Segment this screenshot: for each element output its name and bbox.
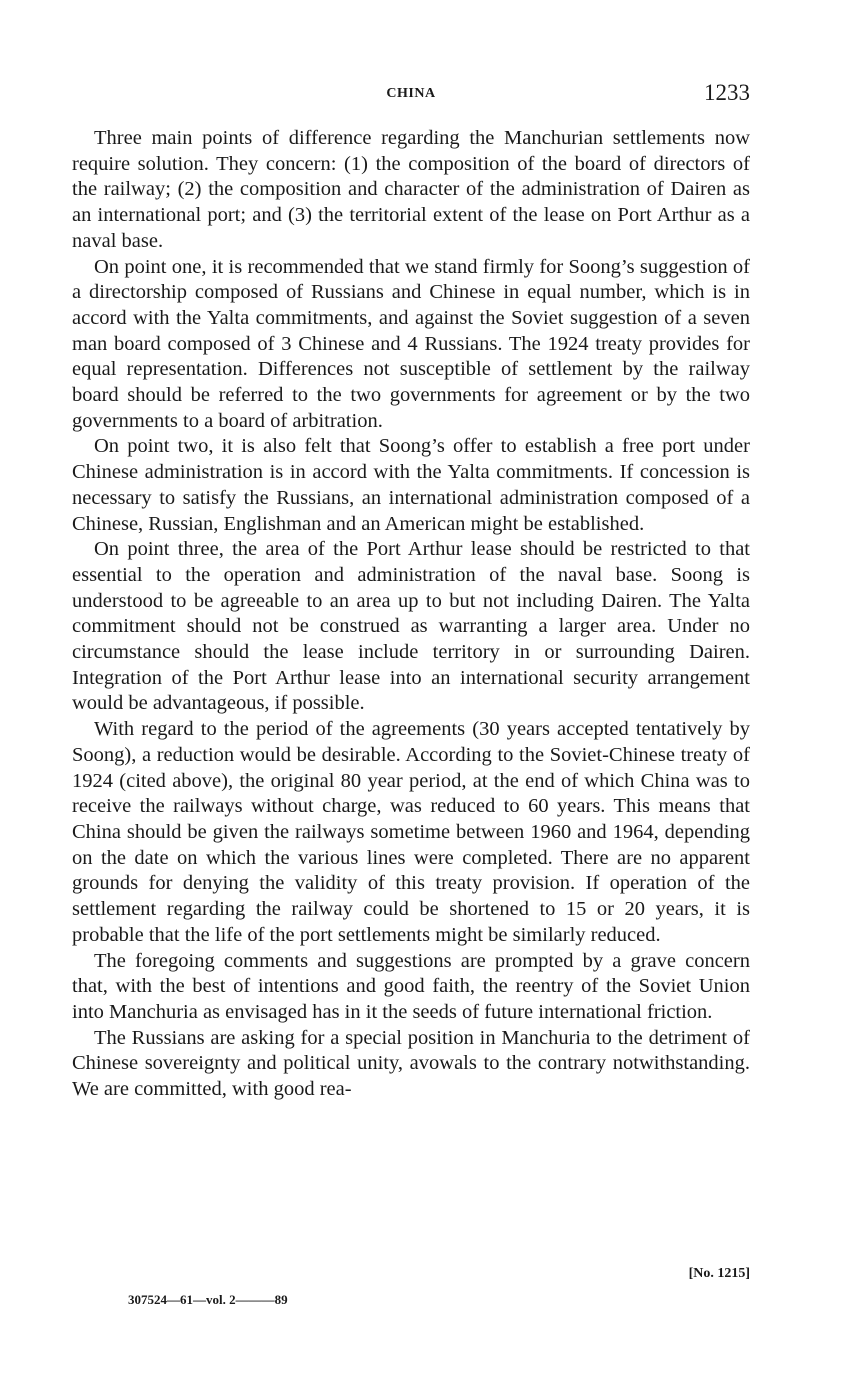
body-text	[72, 126, 750, 1103]
document-page	[72, 0, 750, 1379]
paragraph-foregoing: The foregoing comments and suggestions are prompted by a grave concern that, with the best of intentions and good faith, the reentry of the Soviet Union into Manchuria as envisaged has in it the seeds of future international friction.	[72, 949, 750, 1023]
paragraph-point-one: On point one, it is recommended that we stand firmly for Soong’s suggestion of a directorship composed of Russians and Chinese in equal number, which is in accord with the Yalta commitments, and against the Soviet suggestion of a seven man board composed of 3 Chinese and 4 Russians. The 1924 treaty provides for equal representation. Differences not susceptible of settlement by the railway board should be referred to the two governments for agreement or by the two governments to a board of arbitration.	[72, 255, 750, 432]
paragraph-period: With regard to the period of the agreements (30 years accepted tentatively by Soong), a reduction would be desirable. According to the Soviet-Chinese treaty of 1924 (cited above), the original 80 year period, at the end of which China was to receive the railways without charge, was reduced to 60 years. This means that China should be given the railways sometime between 1960 and 1964, depending on the date on which the various lines were completed. There are no apparent grounds for denying the validity of this treaty provision. If operation of the settlement regarding the railway could be shortened to 15 or 20 years, it is probable that the life of the port settlements might be similarly reduced.	[72, 718, 750, 946]
running-title: CHINA	[386, 86, 436, 101]
page-number: 1233	[704, 80, 750, 105]
document-number: [No. 1215]	[688, 1266, 750, 1281]
running-head	[72, 80, 750, 110]
print-code: 307524—61—vol. 2———89	[128, 1292, 288, 1307]
paragraph-russians: The Russians are asking for a special position in Manchuria to the detriment of Chinese sovereignty and political unity, avowals to the contrary notwithstanding. We are committed, with good rea-	[72, 1026, 750, 1101]
paragraph-main-points: Three main points of difference regarding the Manchurian settlements now require solution. They concern: (1) the composition of the board of directors of the railway; (2) the composition and character of the administration of Dairen as an international port; and (3) the territorial extent of the lease on Port Arthur as a naval base.	[72, 127, 750, 252]
paragraph-point-three: On point three, the area of the Port Arthur lease should be restricted to that essential to the operation and administration of the naval base. Soong is understood to be agreeable to an area up to but not including Dairen. The Yalta commitment should not be construed as warranting a larger area. Under no circumstance should the lease include territory in or surrounding Dairen. Integration of the Port Arthur lease into an international security arrangement would be advantageous, if possible.	[72, 538, 750, 715]
paragraph-point-two: On point two, it is also felt that Soong’s offer to establish a free port under Chinese administration is in accord with the Yalta commitments. If concession is necessary to satisfy the Russians, an international administration composed of a Chinese, Russian, Englishman and an American might be established.	[72, 435, 750, 535]
